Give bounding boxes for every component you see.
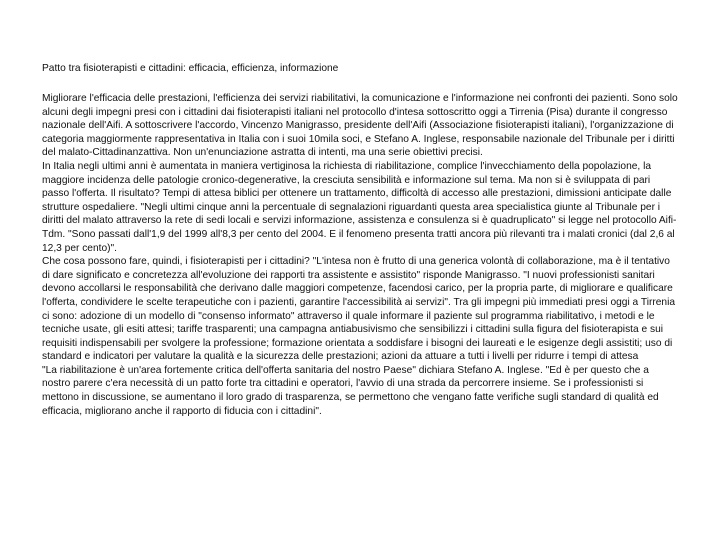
paragraph-intro: Migliorare l'efficacia delle prestazioni, l'efficienza dei servizi riabilitativi, la comunicazione e l'informazione nei confronti dei pazienti. Sono solo alcuni degli impegni presi con i cittadini dai fisioterapisti italiani nel protocollo d'intesa sottoscritto oggi a Tirrenia (Pisa) durante il congresso nazionale dell'Aifi. A sottoscrivere l'accordo, Vincenzo Manigrasso, presidente dell'Aifi (Associazione fisioterapisti italiani), l'organizzazione di categoria maggiormente rappresentativa in Italia con i suoi 10mila soci, e Stefano A. Inglese, responsabile nazionale del Tribunale per i diritti del malato-Cittadinanzattiva. Non un'enunciazione astratta di intenti, ma una serie obiettivi precisi. <box>42 93 678 159</box>
document-title: Patto tra fisioterapisti e cittadini: efficacia, efficienza, informazione <box>42 63 339 74</box>
paragraph-statement: "La riabilitazione è un'area fortemente critica dell'offerta sanitaria del nostro Paese" dichiara Stefano A. Inglese. "Ed è per questo che a nostro parere c'era necessità di un patto forte tra cittadini e operatori, l'avvio di una strada da percorrere insieme. Se i professionisti si mettono in discussione, se aumentano il loro grado di trasparenza, se permettono che vengano fatte verifiche sugli standard di qualità ed efficacia, migliorano anche il rapporto di fiducia con i cittadini". <box>42 364 659 417</box>
paragraph-context: In Italia negli ultimi anni è aumentata in maniera vertiginosa la richiesta di riabilitazione, complice l'invecchiamento della popolazione, la maggiore incidenza delle patologie cronico-degenerative, la cresciuta sensibilità e informazione sul tema. Ma non si è sviluppata di pari passo l'offerta. Il risultato? Tempi di attesa biblici per ottenere un trattamento, difficoltà di accesso alle prestazioni, dimissioni anticipate dalle strutture ospedaliere. "Negli ultimi cinque anni la percentuale di segnalazioni riguardanti questa area specialistica giunte al Tribunale per i diritti del malato attraverso la rete di sedi locali e servizi informazione, assistenza e consulenza si è quadruplicato" si legge nel protocollo Aifi-Tdm. "Sono passati dall'1,9 del 1999 all'8,3 per cento del 2004. E il fenomeno presenta tratti ancora più rilevanti tra i malati cronici (dal 2,6 al 12,3 per cento)". <box>42 160 677 254</box>
document-page <box>42 62 678 418</box>
paragraph-commitments: Che cosa possono fare, quindi, i fisioterapisti per i cittadini? "L'intesa non è frutto di una generica volontà di collaborazione, ma è il tentativo di dare significato e concretezza all'evoluzione dei rapporti tra assistente e assistito" risponde Manigrasso. "I nuovi professionisti sanitari devono accollarsi le responsabilità che derivano dalle maggiori competenze, facendosi carico, per la propria parte, di migliorare e qualificare l'offerta, condividere le scelte terapeutiche con i pazienti, garantire l'accessibilità ai servizi". Tra gli impegni più immediati presi oggi a Tirrenia ci sono: adozione di un modello di "consenso informato" attraverso il quale informare il paziente sul programma riabilitativo, i metodi e le tecniche usate, gli esiti attesi; tariffe trasparenti; una campagna antiabusivismo che sensibilizzi i cittadini sulla figura del fisioterapista e sui requisiti indispensabili per svolgere la professione; formazione orientata a soddisfare i bisogni dei laureati e le esigenze degli assistiti; uso di standard e indicatori per valutare la qualità e la sicurezza delle prestazioni; azioni da attuare a tutti i livelli per ridurre i tempi di attesa <box>42 256 676 363</box>
document-body <box>42 92 678 418</box>
